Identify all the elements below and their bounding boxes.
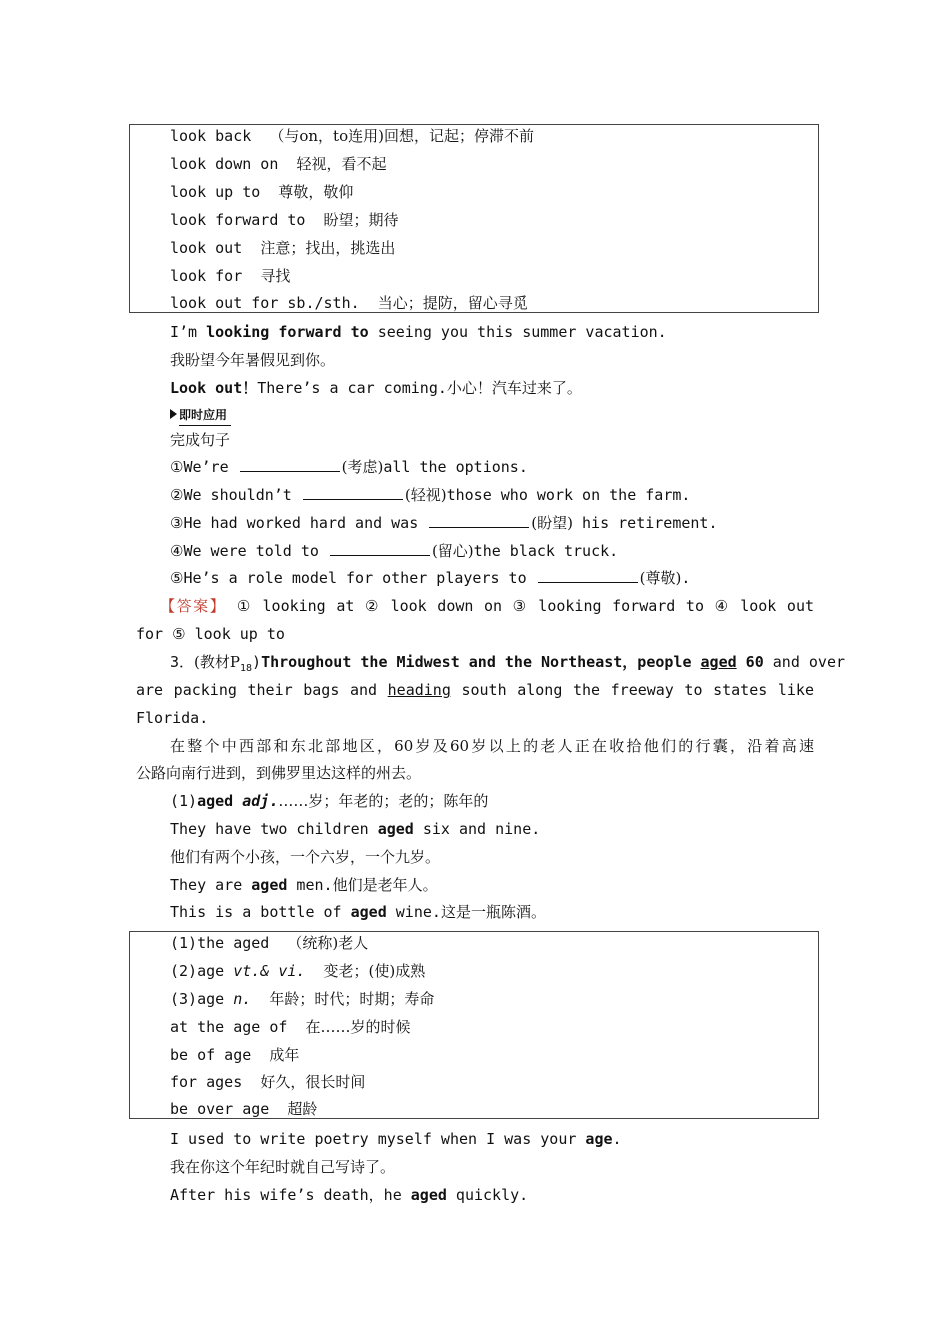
phrase-row: look for 寻找	[170, 267, 291, 285]
example-sentence: After his wife’s death，he aged quickly.	[170, 1186, 529, 1204]
item3-translation: 公路向南行进到，到佛罗里达这样的州去。	[136, 764, 422, 782]
triangle-icon	[170, 409, 177, 419]
phrase-row: for ages 好久，很长时间	[170, 1073, 366, 1091]
phrase-row: (2)age vt.& vi. 变老；(使)成熟	[170, 962, 426, 980]
phrase-box-age	[129, 931, 819, 1119]
example-sentence: They are aged men.他们是老年人。	[170, 876, 438, 894]
phrase-box-look	[129, 124, 819, 313]
answer-blank	[303, 485, 403, 500]
phrase-row: at the age of 在……岁的时候	[170, 1018, 411, 1036]
item3-line: are packing their bags and heading south along the freeway to states like	[136, 681, 814, 699]
phrase-row: be of age 成年	[170, 1046, 300, 1064]
answer-blank	[538, 568, 638, 583]
item3-translation: 在整个中西部和东北部地区，60岁及60岁以上的老人正在收拾他们的行囊，沿着高速	[170, 737, 814, 755]
phrase-row: look down on 轻视，看不起	[170, 155, 387, 173]
exercise-title: 完成句子	[170, 431, 231, 449]
phrase-row: look out for sb./sth. 当心；提防，留心寻觅	[170, 294, 528, 312]
phrase-row: look out 注意；找出，挑选出	[170, 239, 396, 257]
exercise-item: ②We shouldn’t (轻视)those who work on the farm.	[170, 486, 691, 504]
example-translation: 我盼望今年暑假见到你。	[170, 351, 336, 369]
example-translation: 我在你这个年纪时就自己写诗了。	[170, 1158, 396, 1176]
phrase-row: look forward to 盼望；期待	[170, 211, 399, 229]
answer-line: for ⑤ look up to	[136, 625, 285, 643]
item3-line: Florida.	[136, 709, 209, 727]
example-translation: 他们有两个小孩，一个六岁，一个九岁。	[170, 848, 441, 866]
answer-blank	[429, 513, 529, 528]
phrase-row: (3)age n. 年龄；时代；时期；寿命	[170, 990, 435, 1008]
item3-line: 3．(教材$P_{18})Throughout$ the Midwest and the Northeast，people aged 60 and over	[170, 653, 846, 674]
example-sentence: I’m looking forward to seeing you this summer vacation.	[170, 323, 667, 341]
exercise-item: ③He had worked hard and was (盼望) his retirement.	[170, 514, 718, 532]
phrase-row: look back （与on，to连用)回想，记起；停滞不前	[170, 127, 534, 145]
apply-heading: 即时应用	[170, 404, 231, 424]
definition-aged: (1)aged adj.……岁；年老的；老的；陈年的	[170, 792, 489, 810]
phrase-row: look up to 尊敬，敬仰	[170, 183, 354, 201]
answer-line: 【答案】 ① looking at ② look down on ③ looking forward to ④ look out	[160, 597, 815, 615]
example-sentence: They have two children aged six and nine.	[170, 820, 541, 838]
exercise-item: ④We were told to (留心)the black truck.	[170, 542, 619, 560]
example-sentence: Look out！There’s a car coming.小心！汽车过来了。	[170, 379, 582, 397]
exercise-item: ①We’re (考虑)all the options.	[170, 458, 528, 476]
answer-blank	[240, 457, 340, 472]
phrase-row: (1)the aged （统称)老人	[170, 934, 369, 952]
exercise-item: ⑤He’s a role model for other players to (尊敬).	[170, 569, 691, 587]
phrase-row: be over age 超龄	[170, 1100, 318, 1118]
example-sentence: I used to write poetry myself when I was your age.	[170, 1130, 622, 1148]
example-sentence: This is a bottle of aged wine.这是一瓶陈酒。	[170, 903, 546, 921]
answer-blank	[330, 541, 430, 556]
